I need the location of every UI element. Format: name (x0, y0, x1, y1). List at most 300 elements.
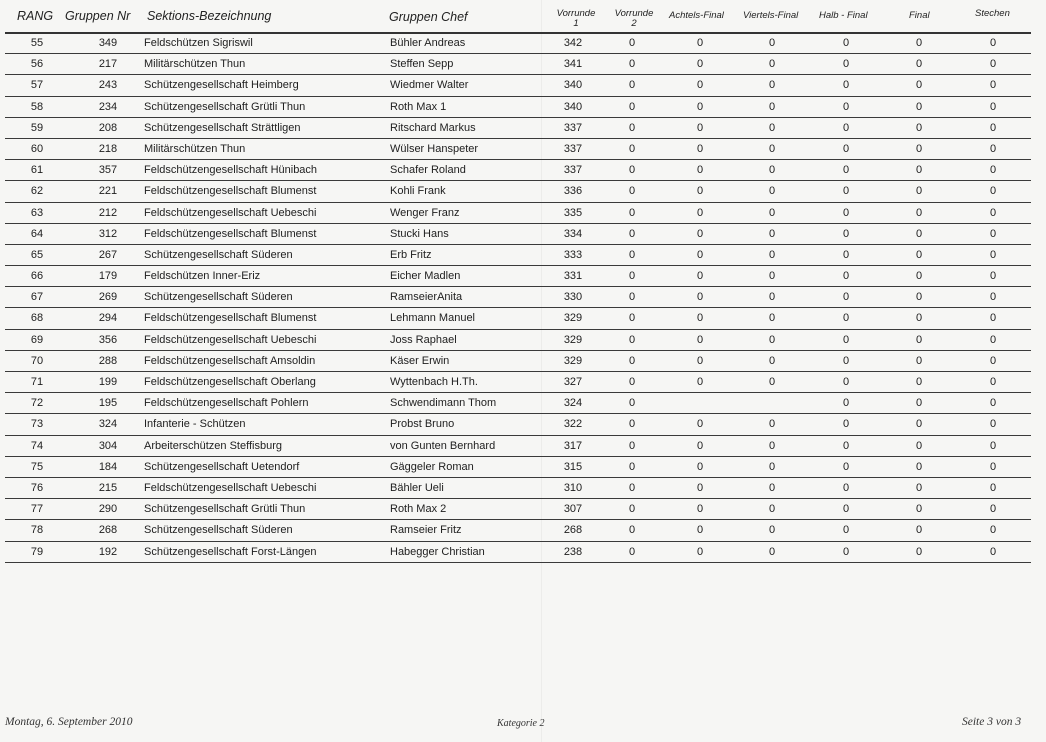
viertel-final-cell: 0 (768, 227, 776, 240)
rang-cell: 67 (30, 291, 44, 304)
footer-date: Montag, 6. September 2010 (5, 716, 133, 728)
sektion-cell: Feldschützen Sigriswil (144, 37, 253, 49)
table-row (5, 542, 1031, 563)
chef-cell: Wülser Hanspeter (390, 142, 479, 155)
viertel-final-cell: 0 (768, 121, 776, 134)
vorrunde-1-cell: 337 (563, 142, 583, 155)
vorrunde-1-cell: 337 (563, 164, 583, 177)
rang-cell: 70 (30, 354, 44, 367)
sektion-cell: Feldschützengesellschaft Pohlern (144, 397, 309, 410)
final-cell: 0 (915, 439, 923, 452)
sektion-cell: Feldschützengesellschaft Amsoldin (144, 354, 316, 367)
chef-cell: Gäggeler Roman (390, 460, 474, 473)
achtel-final-cell: 0 (696, 270, 704, 283)
chef-cell: Ramseier Fritz (390, 524, 462, 537)
vorrunde-1-cell: 340 (563, 79, 583, 92)
rang-cell: 75 (30, 460, 44, 473)
achtel-final-cell: 0 (696, 58, 704, 71)
sektion-cell: Schützengesellschaft Uetendorf (144, 460, 300, 473)
gruppen-nr-cell: 288 (98, 354, 118, 367)
achtel-final-cell: 0 (696, 418, 704, 431)
final-cell: 0 (915, 418, 923, 431)
chef-cell: Lehmann Manuel (390, 312, 476, 325)
halb-final-cell: 0 (842, 439, 850, 452)
halb-final-cell: 0 (842, 185, 850, 198)
gruppen-nr-cell: 290 (98, 503, 118, 516)
vorrunde-2-cell: 0 (628, 248, 636, 261)
sektion-cell: Arbeiterschützen Steffisburg (144, 439, 282, 452)
sektion-cell: Feldschützengesellschaft Uebeschi (144, 206, 317, 219)
vorrunde-1-cell: 315 (563, 460, 583, 473)
header-vorrunde-1 (551, 9, 601, 29)
table-row (5, 75, 1031, 96)
achtel-final-cell: 0 (696, 376, 704, 388)
final-cell: 0 (915, 142, 923, 155)
halb-final-cell: 0 (842, 121, 850, 134)
chef-cell: Habegger Christian (390, 545, 485, 558)
gruppen-nr-cell: 208 (98, 121, 118, 134)
final-cell: 0 (915, 121, 923, 134)
viertel-final-cell: 0 (768, 270, 776, 283)
table-row (5, 139, 1031, 160)
vorrunde-1-cell: 329 (563, 312, 583, 325)
gruppen-nr-cell: 179 (98, 270, 118, 283)
chef-cell: Probst Bruno (390, 418, 455, 431)
table-row (5, 330, 1031, 351)
halb-final-cell: 0 (842, 376, 850, 388)
table-row (5, 478, 1031, 499)
rang-cell: 55 (30, 37, 44, 49)
stechen-cell: 0 (989, 439, 997, 452)
halb-final-cell: 0 (842, 291, 850, 304)
sektion-cell: Feldschützengesellschaft Hünibach (144, 164, 318, 177)
sektion-cell: Schützengesellschaft Grütli Thun (144, 100, 306, 113)
final-cell: 0 (915, 100, 923, 113)
gruppen-nr-cell: 184 (98, 460, 118, 473)
gruppen-nr-cell: 199 (98, 376, 118, 388)
header-vorrunde-2 (609, 9, 659, 29)
achtel-final-cell: 0 (696, 481, 704, 494)
halb-final-cell: 0 (842, 100, 850, 113)
vorrunde-2-cell: 0 (628, 376, 636, 388)
vorrunde-2-cell: 0 (628, 206, 636, 219)
achtel-final-cell: 0 (696, 121, 704, 134)
gruppen-nr-cell: 192 (98, 545, 118, 558)
chef-cell: Schwendimann Thom (390, 397, 497, 410)
rang-cell: 59 (30, 121, 44, 134)
vorrunde-1-cell: 310 (563, 481, 583, 494)
chef-cell: Wiedmer Walter (390, 79, 469, 92)
chef-cell: Bühler Andreas (390, 37, 466, 49)
header-stechen: Stechen (975, 8, 1010, 19)
viertel-final-cell: 0 (768, 503, 776, 516)
chef-cell: Ritschard Markus (390, 121, 476, 134)
chef-cell: Stucki Hans (390, 227, 449, 240)
chef-cell: Erb Fritz (390, 248, 432, 261)
rang-cell: 76 (30, 481, 44, 494)
gruppen-nr-cell: 356 (98, 333, 118, 346)
viertel-final-cell: 0 (768, 58, 776, 71)
stechen-cell: 0 (989, 206, 997, 219)
rang-cell: 60 (30, 142, 44, 155)
sektion-cell: Militärschützen Thun (144, 142, 246, 155)
stechen-cell: 0 (989, 354, 997, 367)
vorrunde-2-cell: 0 (628, 270, 636, 283)
gruppen-nr-cell: 324 (98, 418, 118, 431)
rang-cell: 71 (30, 376, 44, 388)
table-row (5, 181, 1031, 202)
halb-final-cell: 0 (842, 524, 850, 537)
final-cell: 0 (915, 397, 923, 410)
final-cell: 0 (915, 206, 923, 219)
gruppen-nr-cell: 212 (98, 206, 118, 219)
vorrunde-2-cell: 0 (628, 291, 636, 304)
achtel-final-cell: 0 (696, 460, 704, 473)
chef-cell: Roth Max 1 (390, 100, 447, 113)
halb-final-cell: 0 (842, 248, 850, 261)
viertel-final-cell: 0 (768, 164, 776, 177)
stechen-cell: 0 (989, 524, 997, 537)
table-row (5, 33, 1031, 54)
viertel-final-cell: 0 (768, 439, 776, 452)
halb-final-cell: 0 (842, 142, 850, 155)
achtel-final-cell: 0 (696, 185, 704, 198)
table-row (5, 118, 1031, 139)
halb-final-cell: 0 (842, 545, 850, 558)
table-row (5, 245, 1031, 266)
vorrunde-1-cell: 327 (563, 376, 583, 388)
vorrunde-1-cell: 337 (563, 121, 583, 134)
achtel-final-cell: 0 (696, 206, 704, 219)
vorrunde-1-cell: 341 (563, 58, 583, 71)
halb-final-cell: 0 (842, 79, 850, 92)
viertel-final-cell: 0 (768, 312, 776, 325)
viertel-final-cell: 0 (768, 545, 776, 558)
vorrunde-2-cell: 0 (628, 354, 636, 367)
chef-cell: Wyttenbach H.Th. (390, 376, 478, 388)
table-row (5, 287, 1031, 308)
rang-cell: 77 (30, 503, 44, 516)
chef-cell: Kohli Frank (390, 185, 446, 198)
viertel-final-cell: 0 (768, 481, 776, 494)
achtel-final-cell: 0 (696, 439, 704, 452)
final-cell: 0 (915, 481, 923, 494)
stechen-cell: 0 (989, 333, 997, 346)
vorrunde-1-cell: 307 (563, 503, 583, 516)
stechen-cell: 0 (989, 100, 997, 113)
achtel-final-cell: 0 (696, 312, 704, 325)
gruppen-nr-cell: 243 (98, 79, 118, 92)
viertel-final-cell: 0 (768, 376, 776, 388)
vorrunde-2-cell: 0 (628, 58, 636, 71)
viertel-final-cell: 0 (768, 142, 776, 155)
gruppen-nr-cell: 195 (98, 397, 118, 410)
rang-cell: 69 (30, 333, 44, 346)
vorrunde-2-cell: 0 (628, 185, 636, 198)
table-row (5, 372, 1031, 393)
sektion-cell: Feldschützengesellschaft Uebeschi (144, 481, 317, 494)
vorrunde-1-cell: 335 (563, 206, 583, 219)
gruppen-nr-cell: 267 (98, 248, 118, 261)
gruppen-nr-cell: 294 (98, 312, 118, 325)
viertel-final-cell: 0 (768, 79, 776, 92)
viertel-final-cell: 0 (768, 37, 776, 49)
rang-cell: 78 (30, 524, 44, 537)
vorrunde-2-cell: 0 (628, 481, 636, 494)
chef-cell: Joss Raphael (390, 333, 457, 346)
stechen-cell: 0 (989, 503, 997, 516)
vorrunde-1-cell: 334 (563, 227, 583, 240)
gruppen-nr-cell: 217 (98, 58, 118, 71)
rang-cell: 72 (30, 397, 44, 410)
table-row (5, 97, 1031, 118)
gruppen-nr-cell: 234 (98, 100, 118, 113)
chef-cell: Wenger Franz (390, 206, 460, 219)
sektion-cell: Schützengesellschaft Forst-Längen (144, 545, 317, 558)
vorrunde-1-cell: 342 (563, 37, 583, 49)
header-halb-final: Halb - Final (819, 10, 868, 21)
final-cell: 0 (915, 79, 923, 92)
stechen-cell: 0 (989, 418, 997, 431)
achtel-final-cell: 0 (696, 142, 704, 155)
chef-cell: Steffen Sepp (390, 58, 454, 71)
table-row (5, 414, 1031, 435)
stechen-cell: 0 (989, 460, 997, 473)
vorrunde-2-cell: 0 (628, 37, 636, 49)
gruppen-nr-cell: 357 (98, 164, 118, 177)
rang-cell: 63 (30, 206, 44, 219)
stechen-cell: 0 (989, 376, 997, 388)
halb-final-cell: 0 (842, 58, 850, 71)
header-chef: Gruppen Chef (389, 10, 468, 24)
viertel-final-cell: 0 (768, 333, 776, 346)
final-cell: 0 (915, 164, 923, 177)
achtel-final-cell: 0 (696, 354, 704, 367)
vorrunde-1-cell: 340 (563, 100, 583, 113)
vorrunde-2-cell: 0 (628, 460, 636, 473)
achtel-final-cell: 0 (696, 333, 704, 346)
table-row (5, 499, 1031, 520)
vorrunde-2-cell: 0 (628, 524, 636, 537)
vorrunde-1-cell: 329 (563, 333, 583, 346)
table-row (5, 457, 1031, 478)
footer-kategorie: Kategorie 2 (497, 718, 545, 729)
final-cell: 0 (915, 354, 923, 367)
sektion-cell: Schützengesellschaft Süderen (144, 291, 293, 304)
vorrunde-2-cell: 0 (628, 142, 636, 155)
vorrunde-2-cell: 0 (628, 121, 636, 134)
viertel-final-cell: 0 (768, 524, 776, 537)
rang-cell: 74 (30, 439, 44, 452)
stechen-cell: 0 (989, 248, 997, 261)
stechen-cell: 0 (989, 121, 997, 134)
gruppen-nr-cell: 312 (98, 227, 118, 240)
stechen-cell: 0 (989, 312, 997, 325)
header-vorrunde-1-label: Vorrunde (556, 8, 596, 19)
halb-final-cell: 0 (842, 481, 850, 494)
rang-cell: 56 (30, 58, 44, 71)
vorrunde-2-cell: 0 (628, 397, 636, 410)
chef-cell: Bähler Ueli (390, 481, 444, 494)
gruppen-nr-cell: 268 (98, 524, 118, 537)
vorrunde-1-cell: 324 (563, 397, 583, 410)
results-table (0, 33, 1046, 563)
sektion-cell: Infanterie - Schützen (144, 418, 246, 431)
sektion-cell: Schützengesellschaft Grütli Thun (144, 503, 306, 516)
final-cell: 0 (915, 58, 923, 71)
chef-cell: RamseierAnita (390, 291, 463, 304)
stechen-cell: 0 (989, 142, 997, 155)
achtel-final-cell: 0 (696, 164, 704, 177)
achtel-final-cell: 0 (696, 545, 704, 558)
sektion-cell: Schützengesellschaft Heimberg (144, 79, 299, 92)
gruppen-nr-cell: 218 (98, 142, 118, 155)
gruppen-nr-cell: 221 (98, 185, 118, 198)
rang-cell: 57 (30, 79, 44, 92)
rang-cell: 68 (30, 312, 44, 325)
final-cell: 0 (915, 503, 923, 516)
viertel-final-cell: 0 (768, 354, 776, 367)
table-row (5, 520, 1031, 541)
chef-cell: Eicher Madlen (390, 270, 461, 283)
header-gruppen-nr: Gruppen Nr (65, 9, 131, 23)
stechen-cell: 0 (989, 164, 997, 177)
sektion-cell: Feldschützen Inner-Eriz (144, 270, 261, 283)
vorrunde-2-cell: 0 (628, 545, 636, 558)
final-cell: 0 (915, 248, 923, 261)
header-achtel-final: Achtels-Final (669, 10, 724, 21)
halb-final-cell: 0 (842, 397, 850, 410)
achtel-final-cell: 0 (696, 248, 704, 261)
vorrunde-2-cell: 0 (628, 312, 636, 325)
final-cell: 0 (915, 333, 923, 346)
final-cell: 0 (915, 545, 923, 558)
vorrunde-2-cell: 0 (628, 503, 636, 516)
gruppen-nr-cell: 215 (98, 481, 118, 494)
sektion-cell: Schützengesellschaft Strättligen (144, 121, 301, 134)
rang-cell: 62 (30, 185, 44, 198)
sektion-cell: Feldschützengesellschaft Blumenst (144, 185, 317, 198)
rang-cell: 73 (30, 418, 44, 431)
header-vorrunde-1-number: 1 (573, 18, 579, 29)
achtel-final-cell: 0 (696, 227, 704, 240)
halb-final-cell: 0 (842, 418, 850, 431)
chef-cell: Schafer Roland (390, 164, 466, 177)
sektion-cell: Schützengesellschaft Süderen (144, 524, 293, 537)
final-cell: 0 (915, 37, 923, 49)
viertel-final-cell: 0 (768, 248, 776, 261)
rang-cell: 79 (30, 545, 44, 558)
table-row (5, 266, 1031, 287)
viertel-final-cell: 0 (768, 206, 776, 219)
footer-page-number: Seite 3 von 3 (962, 716, 1022, 728)
halb-final-cell: 0 (842, 460, 850, 473)
rang-cell: 64 (30, 227, 44, 240)
halb-final-cell: 0 (842, 354, 850, 367)
final-cell: 0 (915, 312, 923, 325)
vorrunde-1-cell: 330 (563, 291, 583, 304)
vorrunde-2-cell: 0 (628, 164, 636, 177)
achtel-final-cell: 0 (696, 503, 704, 516)
vorrunde-1-cell: 322 (563, 418, 583, 431)
table-row (5, 54, 1031, 75)
halb-final-cell: 0 (842, 503, 850, 516)
stechen-cell: 0 (989, 227, 997, 240)
viertel-final-cell: 0 (768, 291, 776, 304)
achtel-final-cell: 0 (696, 524, 704, 537)
final-cell: 0 (915, 376, 923, 388)
rang-cell: 65 (30, 248, 44, 261)
stechen-cell: 0 (989, 270, 997, 283)
stechen-cell: 0 (989, 481, 997, 494)
vorrunde-2-cell: 0 (628, 100, 636, 113)
vorrunde-1-cell: 329 (563, 354, 583, 367)
achtel-final-cell: 0 (696, 291, 704, 304)
final-cell: 0 (915, 524, 923, 537)
table-row (5, 160, 1031, 181)
viertel-final-cell: 0 (768, 100, 776, 113)
final-cell: 0 (915, 185, 923, 198)
final-cell: 0 (915, 227, 923, 240)
vorrunde-2-cell: 0 (628, 439, 636, 452)
table-row (5, 393, 1031, 414)
halb-final-cell: 0 (842, 312, 850, 325)
header-vorrunde-2-label: Vorrunde (614, 8, 654, 19)
header-rang: RANG (17, 9, 54, 23)
vorrunde-1-cell: 333 (563, 248, 583, 261)
stechen-cell: 0 (989, 37, 997, 49)
sektion-cell: Militärschützen Thun (144, 58, 246, 71)
stechen-cell: 0 (989, 397, 997, 410)
vorrunde-1-cell: 336 (563, 185, 583, 198)
stechen-cell: 0 (989, 58, 997, 71)
vorrunde-1-cell: 238 (563, 545, 583, 558)
halb-final-cell: 0 (842, 164, 850, 177)
rang-cell: 61 (30, 164, 44, 177)
vorrunde-2-cell: 0 (628, 227, 636, 240)
stechen-cell: 0 (989, 185, 997, 198)
table-row (5, 203, 1031, 224)
stechen-cell: 0 (989, 291, 997, 304)
chef-cell: von Gunten Bernhard (390, 439, 496, 452)
achtel-final-cell: 0 (696, 79, 704, 92)
final-cell: 0 (915, 291, 923, 304)
viertel-final-cell: 0 (768, 185, 776, 198)
vorrunde-2-cell: 0 (628, 418, 636, 431)
halb-final-cell: 0 (842, 227, 850, 240)
final-cell: 0 (915, 460, 923, 473)
achtel-final-cell: 0 (696, 37, 704, 49)
stechen-cell: 0 (989, 545, 997, 558)
vorrunde-1-cell: 331 (563, 270, 583, 283)
header-final: Final (909, 10, 930, 21)
gruppen-nr-cell: 269 (98, 291, 118, 304)
viertel-final-cell: 0 (768, 460, 776, 473)
rang-cell: 58 (30, 100, 44, 113)
chef-cell: Käser Erwin (390, 354, 450, 367)
sektion-cell: Feldschützengesellschaft Uebeschi (144, 333, 317, 346)
vorrunde-2-cell: 0 (628, 333, 636, 346)
vorrunde-2-cell: 0 (628, 79, 636, 92)
rang-cell: 66 (30, 270, 44, 283)
gruppen-nr-cell: 304 (98, 439, 118, 452)
final-cell: 0 (915, 270, 923, 283)
stechen-cell: 0 (989, 79, 997, 92)
viertel-final-cell: 0 (768, 418, 776, 431)
sektion-cell: Feldschützengesellschaft Oberlang (144, 376, 316, 388)
header-sektion: Sektions-Bezeichnung (147, 9, 272, 23)
halb-final-cell: 0 (842, 270, 850, 283)
